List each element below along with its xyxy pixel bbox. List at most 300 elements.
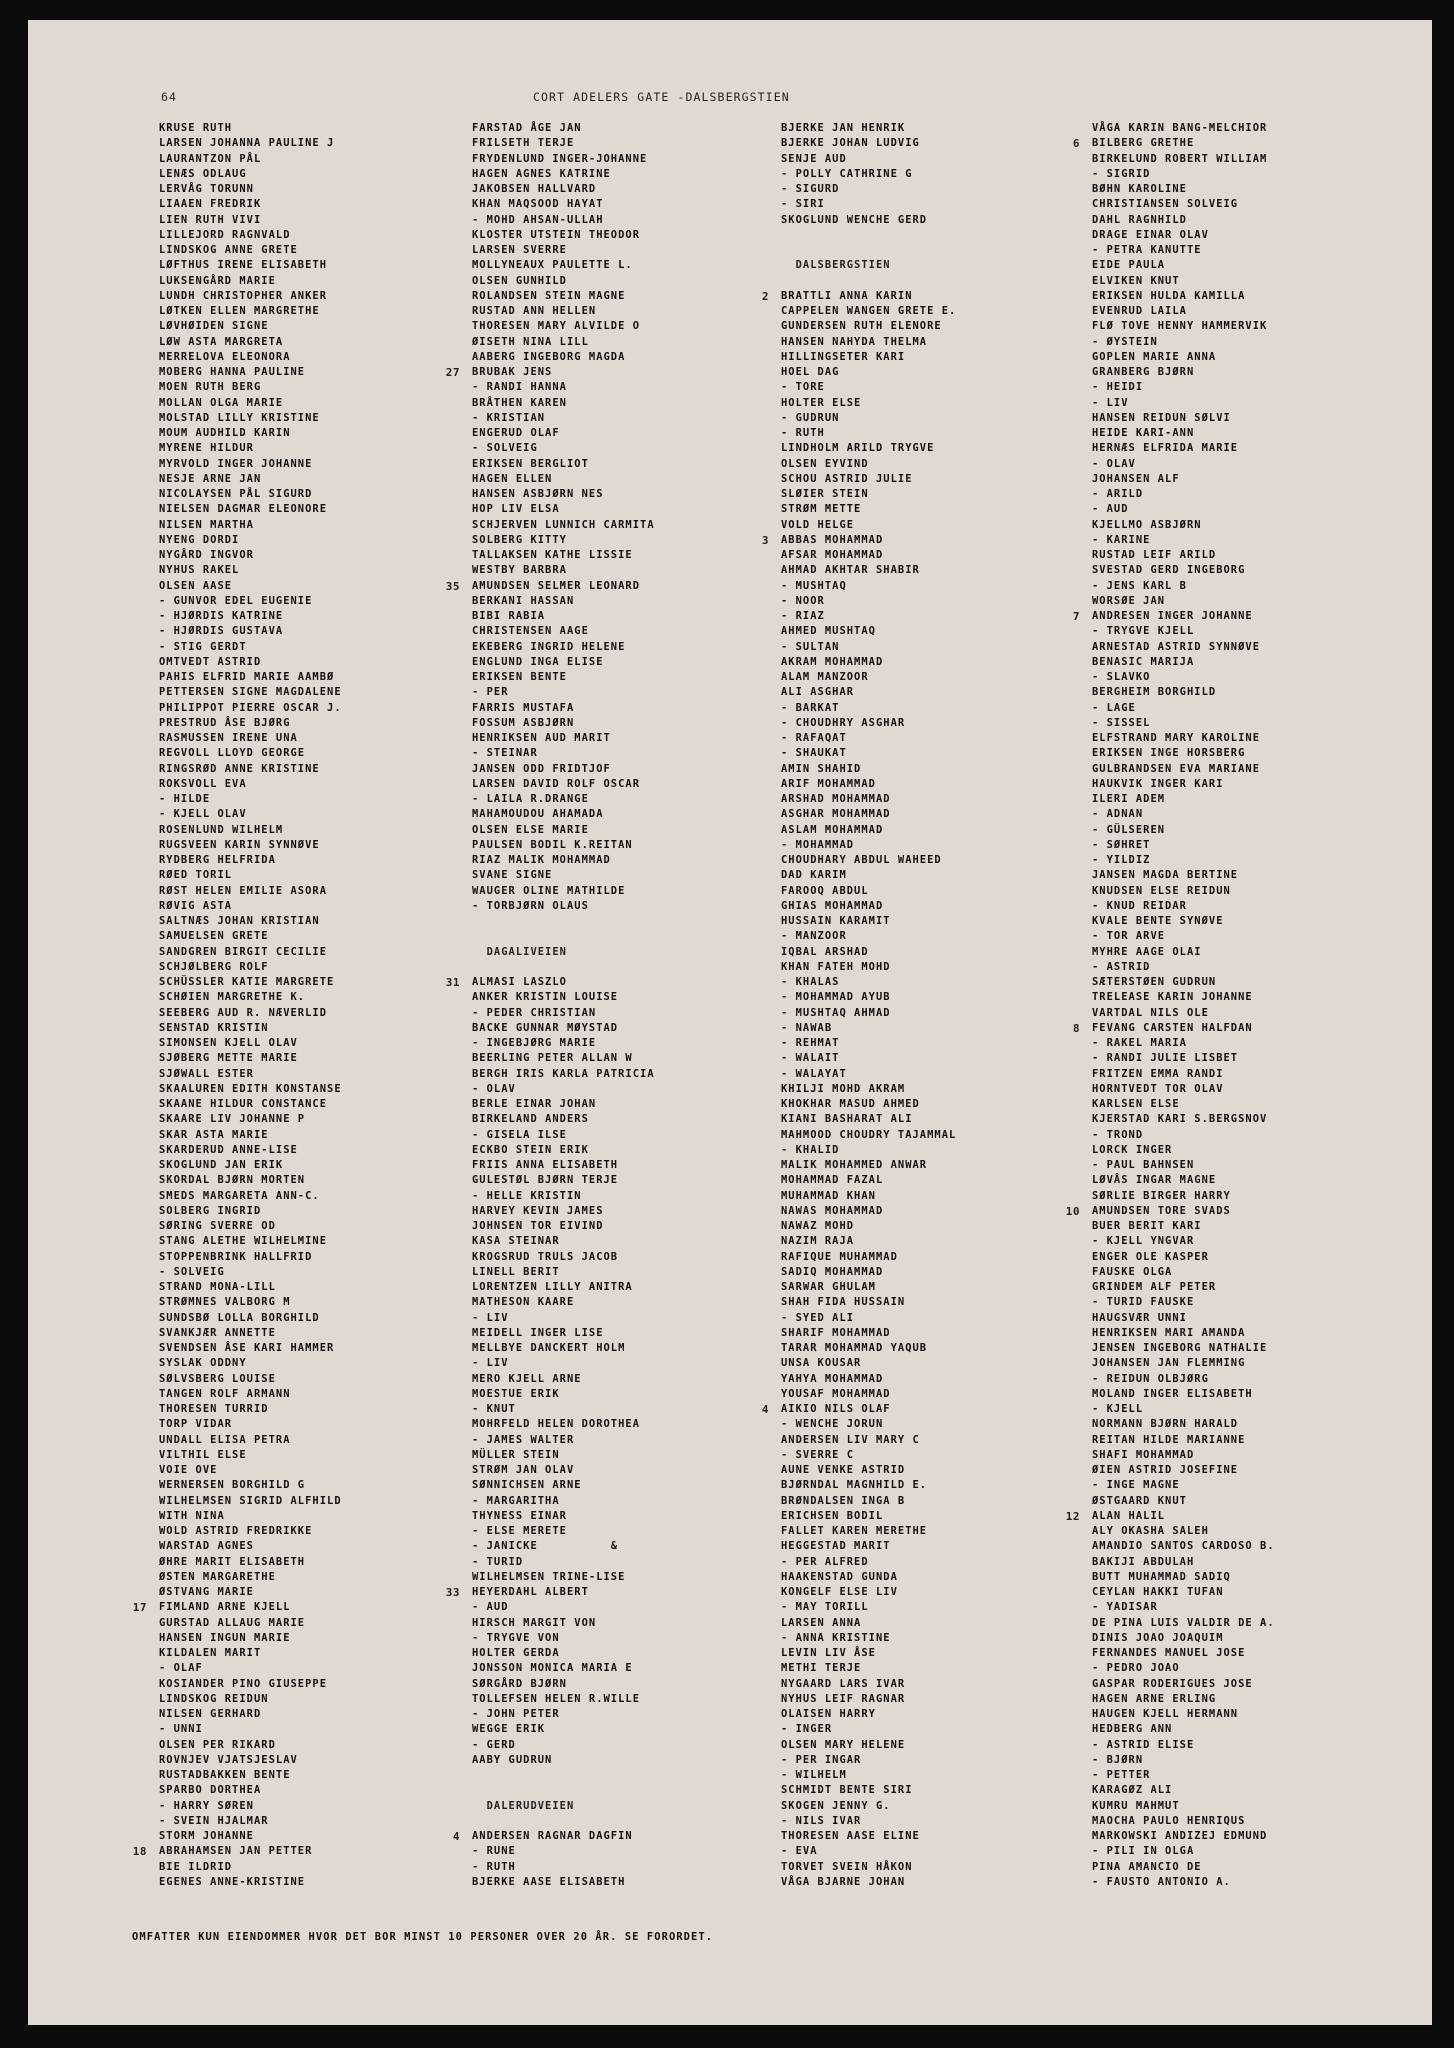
- page-header: [28, 90, 1432, 106]
- resident-name: REGVOLL LLOYD GEORGE: [159, 747, 306, 760]
- resident-name: AMUNDSEN TORE SVADS: [1092, 1204, 1231, 1217]
- resident-name: - PAUL BAHNSEN: [1092, 1159, 1195, 1171]
- resident-name: - MOHAMMAD: [781, 838, 855, 851]
- resident-name: HAUGEN KJELL HERMANN: [1092, 1708, 1239, 1720]
- resident-name: MEIDELL INGER LISE: [472, 1326, 604, 1339]
- resident-name: - MANZOOR: [781, 930, 847, 943]
- resident-name: JOHANSEN JAN FLEMMING: [1092, 1357, 1246, 1370]
- resident-name: HANSEN ASBJØRN NES: [472, 488, 604, 500]
- resident-name: LØFTHUS IRENE ELISABETH: [159, 259, 328, 272]
- resident-name: BIRKELUND ROBERT WILLIAM: [1092, 152, 1268, 165]
- resident-name: SEEBERG AUD R. NÆVERLID: [159, 1006, 328, 1019]
- resident-name: SKAALUREN EDITH KONSTANSE: [159, 1082, 342, 1095]
- resident-name: - SIRI: [781, 198, 825, 211]
- resident-name: CHRISTENSEN AAGE: [472, 625, 589, 638]
- resident-name: OMTVEDT ASTRID: [159, 655, 262, 668]
- resident-name: SCHØIEN MARGRETHE K.: [159, 991, 306, 1004]
- resident-name: - WENCHE JORUN: [781, 1418, 884, 1431]
- resident-name: PINA AMANCIO DE: [1092, 1860, 1202, 1873]
- resident-name: DAD KARIM: [781, 869, 847, 882]
- resident-name: - WALAYAT: [781, 1067, 847, 1080]
- resident-name: SKAR ASTA MARIE: [159, 1128, 269, 1141]
- resident-name: - KHALID: [781, 1143, 840, 1156]
- resident-name: KHAN MAQSOOD HAYAT: [472, 198, 604, 211]
- resident-name: BRÅTHEN KAREN: [472, 396, 567, 409]
- resident-name: RØST HELEN EMILIE ASORA: [159, 884, 328, 897]
- resident-name: ANDERSEN RAGNAR DAGFIN: [472, 1830, 633, 1842]
- resident-name: HEYERDAHL ALBERT: [472, 1586, 589, 1598]
- resident-name: OLSEN MARY HELENE: [781, 1738, 906, 1751]
- resident-name: RINGSRØD ANNE KRISTINE: [159, 762, 320, 775]
- resident-name: BERGH IRIS KARLA PATRICIA: [472, 1067, 655, 1080]
- resident-name: KONGELF ELSE LIV: [781, 1586, 898, 1598]
- resident-name: FARRIS MUSTAFA: [472, 701, 575, 714]
- resident-name: RUSTADBAKKEN BENTE: [159, 1769, 291, 1781]
- resident-name: JOHNSEN TOR EIVIND: [472, 1220, 604, 1232]
- resident-name: PAULSEN BODIL K.REITAN: [472, 838, 633, 851]
- resident-name: - GÜLSEREN: [1092, 823, 1166, 836]
- resident-name: MOLLAN OLGA MARIE: [159, 396, 284, 409]
- resident-name: WARSTAD AGNES: [159, 1540, 254, 1553]
- resident-name: - MOHD AHSAN-ULLAH: [472, 213, 604, 226]
- resident-name: ALMASI LASZLO: [472, 976, 567, 988]
- resident-name: LUNDH CHRISTOPHER ANKER: [159, 289, 328, 302]
- house-number: 4: [761, 1403, 769, 1416]
- resident-name: STOPPENBRINK HALLFRID: [159, 1250, 313, 1263]
- resident-name: SVANE SIGNE: [472, 869, 553, 882]
- resident-name: - SULTAN: [781, 640, 840, 653]
- resident-name: - POLLY CATHRINE G: [781, 167, 913, 180]
- resident-name: KROGSRUD TRULS JACOB: [472, 1250, 619, 1263]
- resident-name: MARKOWSKI ANDIZEJ EDMUND: [1092, 1830, 1268, 1842]
- resident-name: SCHJØLBERG ROLF: [159, 960, 269, 973]
- street-name: DALERUDVEIEN: [472, 1799, 575, 1812]
- resident-name: BIE ILDRID: [159, 1860, 233, 1873]
- resident-name: UNDALL ELISA PETRA: [159, 1433, 291, 1446]
- resident-name: ECKBO STEIN ERIK: [472, 1143, 589, 1156]
- resident-name: EGENES ANNE-KRISTINE: [159, 1875, 306, 1888]
- resident-name: FARSTAD ÅGE JAN: [472, 122, 582, 134]
- resident-name: - SOLVEIG: [472, 442, 538, 455]
- resident-name: SØRGÅRD BJØRN: [472, 1677, 567, 1690]
- resident-name: - MOHAMMAD AYUB: [781, 991, 891, 1004]
- resident-name: ERIKSEN BERGLIOT: [472, 457, 589, 470]
- resident-name: NILSEN MARTHA: [159, 518, 254, 531]
- resident-name: LILLEJORD RAGNVALD: [159, 228, 291, 241]
- resident-name: - KRISTIAN: [472, 411, 546, 424]
- resident-name: AMANDIO SANTOS CARDOSO B.: [1092, 1540, 1275, 1553]
- resident-name: SAMUELSEN GRETE: [159, 930, 269, 943]
- resident-name: GHIAS MOHAMMAD: [781, 899, 884, 912]
- resident-name: JAKOBSEN HALLVARD: [472, 183, 597, 195]
- resident-name: - MARGARITHA: [472, 1494, 560, 1507]
- resident-name: WESTBY BARBRA: [472, 564, 567, 577]
- resident-name: LINDSKOG REIDUN: [159, 1692, 269, 1705]
- resident-name: - ØYSTEIN: [1092, 335, 1158, 348]
- resident-name: RØED TORIL: [159, 869, 233, 882]
- resident-name: BIRKELAND ANDERS: [472, 1113, 589, 1126]
- resident-name: - ADNAN: [1092, 808, 1144, 821]
- resident-name: MAOCHA PAULO HENRIQUS: [1092, 1814, 1246, 1827]
- resident-name: AUNE VENKE ASTRID: [781, 1464, 906, 1476]
- resident-name: ØIEN ASTRID JOSEFINE: [1092, 1464, 1239, 1476]
- resident-name: ROSENLUND WILHELM: [159, 823, 284, 836]
- resident-name: RYDBERG HELFRIDA: [159, 854, 276, 866]
- resident-name: LØVHØIDEN SIGNE: [159, 320, 269, 333]
- resident-name: LENÆS ODLAUG: [159, 167, 247, 180]
- resident-name: - KJELL OLAV: [159, 808, 247, 821]
- resident-name: RAFIQUE MUHAMMAD: [781, 1250, 898, 1263]
- resident-name: TRELEASE KARIN JOHANNE: [1092, 991, 1253, 1004]
- resident-name: - ARILD: [1092, 488, 1144, 500]
- resident-name: - TORE: [781, 381, 825, 394]
- resident-name: ERICHSEN BODIL: [781, 1509, 884, 1522]
- resident-name: - TURID: [472, 1555, 524, 1568]
- resident-name: RUSTAD ANN HELLEN: [472, 305, 597, 317]
- resident-name: BJERKE JAN HENRIK: [781, 122, 906, 134]
- resident-name: SOLBERG KITTY: [472, 533, 567, 546]
- resident-name: - YADISAR: [1092, 1601, 1158, 1614]
- resident-name: - ASTRID: [1092, 960, 1151, 973]
- resident-name: HOP LIV ELSA: [472, 503, 560, 516]
- resident-name: YOUSAF MOHAMMAD: [781, 1387, 891, 1400]
- resident-name: MYHRE AAGE OLAI: [1092, 945, 1202, 958]
- resident-name: OLSEN AASE: [159, 579, 233, 592]
- resident-name: - MUSHTAQ AHMAD: [781, 1006, 891, 1019]
- resident-name: AABERG INGEBORG MAGDA: [472, 350, 626, 363]
- resident-name: - PEDRO JOAO: [1092, 1662, 1180, 1675]
- resident-name: - PER: [472, 686, 509, 699]
- resident-name: HUSSAIN KARAMIT: [781, 915, 891, 927]
- resident-name: IQBAL ARSHAD: [781, 945, 869, 958]
- resident-name: - GERD: [472, 1738, 516, 1751]
- resident-name: MOLAND INGER ELISABETH: [1092, 1387, 1253, 1400]
- resident-name: - JENS KARL B: [1092, 579, 1187, 592]
- resident-name: BRUBAK JENS: [472, 366, 553, 378]
- resident-name: STRØMNES VALBORG M: [159, 1296, 291, 1309]
- resident-name: - HEIDI: [1092, 381, 1144, 394]
- resident-name: EVENRUD LAILA: [1092, 305, 1187, 317]
- resident-name: GULBRANDSEN EVA MARIANE: [1092, 762, 1261, 775]
- resident-name: SMEDS MARGARETA ANN-C.: [159, 1189, 320, 1202]
- resident-name: HORNTVEDT TOR OLAV: [1092, 1082, 1224, 1095]
- resident-name: KUMRU MAHMUT: [1092, 1799, 1180, 1812]
- resident-name: FEVANG CARSTEN HALFDAN: [1092, 1021, 1253, 1034]
- resident-name: SALTNÆS JOHAN KRISTIAN: [159, 915, 320, 927]
- resident-name: SCHMIDT BENTE SIRI: [781, 1784, 913, 1797]
- resident-name: HAGEN AGNES KATRINE: [472, 167, 611, 180]
- resident-name: - SIGURD: [781, 183, 840, 195]
- resident-name: - MAY TORILL: [781, 1601, 869, 1614]
- resident-name: LUKSENGÅRD MARIE: [159, 274, 276, 287]
- resident-name: HIRSCH MARGIT VON: [472, 1616, 597, 1629]
- resident-name: - WALAIT: [781, 1052, 840, 1065]
- resident-name: REITAN HILDE MARIANNE: [1092, 1433, 1246, 1446]
- house-number: 18: [132, 1845, 147, 1859]
- resident-name: HANSEN REIDUN SØLVI: [1092, 411, 1231, 424]
- resident-name: MELLBYE DANCKERT HOLM: [472, 1342, 626, 1354]
- resident-name: SJØBERG METTE MARIE: [159, 1052, 298, 1065]
- resident-name: NAZIM RAJA: [781, 1235, 855, 1248]
- resident-name: WAUGER OLINE MATHILDE: [472, 884, 626, 897]
- resident-name: MÜLLER STEIN: [472, 1448, 560, 1461]
- resident-name: LINDSKOG ANNE GRETE: [159, 244, 298, 256]
- resident-name: SENSTAD KRISTIN: [159, 1021, 269, 1034]
- resident-name: WITH NINA: [159, 1509, 225, 1522]
- resident-name: OLSEN GUNHILD: [472, 274, 567, 287]
- resident-name: - WILHELM: [781, 1769, 847, 1781]
- resident-name: - KJELL YNGVAR: [1092, 1235, 1195, 1248]
- resident-name: SKAANE HILDUR CONSTANCE: [159, 1098, 328, 1110]
- resident-name: STRAND MONA-LILL: [159, 1281, 276, 1293]
- resident-name: VOIE OVE: [159, 1464, 218, 1476]
- resident-name: KASA STEINAR: [472, 1235, 560, 1248]
- resident-name: ROKSVOLL EVA: [159, 777, 247, 790]
- resident-name: - OLAV: [472, 1082, 516, 1095]
- resident-name: SYSLAK ODDNY: [159, 1357, 247, 1370]
- resident-name: BJERKE AASE ELISABETH: [472, 1875, 626, 1888]
- resident-name: KJELLMO ASBJØRN: [1092, 518, 1202, 531]
- resident-name: - SVERRE C: [781, 1448, 855, 1461]
- resident-name: - RUTH: [781, 427, 825, 439]
- resident-name: VILTHIL ELSE: [159, 1448, 247, 1461]
- resident-name: AMIN SHAHID: [781, 762, 862, 775]
- resident-name: JOHANSEN ALF: [1092, 472, 1180, 485]
- resident-name: - EVA: [781, 1845, 818, 1858]
- resident-name: BERKANI HASSAN: [472, 594, 575, 607]
- resident-name: JENSEN INGEBORG NATHALIE: [1092, 1342, 1268, 1354]
- resident-name: STRØM METTE: [781, 503, 862, 516]
- resident-name: KARLSEN ELSE: [1092, 1098, 1180, 1110]
- resident-name: JONSSON MONICA MARIA E: [472, 1662, 633, 1675]
- resident-name: ROLANDSEN STEIN MAGNE: [472, 289, 626, 302]
- resident-name: MALIK MOHAMMED ANWAR: [781, 1159, 928, 1171]
- resident-name: SVENDSEN ÅSE KARI HAMMER: [159, 1342, 335, 1354]
- resident-name: - STIG GERDT: [159, 640, 247, 653]
- resident-name: LINDHOLM ARILD TRYGVE: [781, 442, 935, 455]
- resident-name: - PEDER CHRISTIAN: [472, 1006, 597, 1019]
- resident-name: - LIV: [472, 1311, 509, 1324]
- resident-name: LØVÅS INGAR MAGNE: [1092, 1174, 1217, 1187]
- resident-name: WERNERSEN BORGHILD G: [159, 1479, 306, 1492]
- resident-name: SØLVSBERG LOUISE: [159, 1372, 276, 1385]
- resident-name: - LIV: [472, 1357, 509, 1370]
- resident-name: OLAISEN HARRY: [781, 1708, 876, 1720]
- resident-name: LAURANTZON PÅL: [159, 152, 262, 165]
- resident-name: MAHMOOD CHOUDRY TAJAMMAL: [781, 1128, 957, 1141]
- resident-name: SKOGEN JENNY G.: [781, 1799, 891, 1812]
- resident-name: MATHESON KAARE: [472, 1296, 575, 1309]
- resident-name: - ASTRID ELISE: [1092, 1738, 1195, 1751]
- resident-name: FRYDENLUND INGER-JOHANNE: [472, 152, 648, 165]
- resident-name: RUSTAD LEIF ARILD: [1092, 549, 1217, 561]
- resident-name: BACKE GUNNAR MØYSTAD: [472, 1021, 619, 1034]
- resident-name: EKEBERG INGRID HELENE: [472, 640, 626, 653]
- resident-name: ELFSTRAND MARY KAROLINE: [1092, 732, 1261, 744]
- resident-name: STORM JOHANNE: [159, 1830, 254, 1842]
- resident-name: - RUNE: [472, 1845, 516, 1858]
- page-number: 64: [161, 90, 178, 104]
- resident-name: SKOGLUND JAN ERIK: [159, 1159, 284, 1171]
- resident-name: - JANICKE &: [472, 1540, 619, 1553]
- resident-name: ANKER KRISTIN LOUISE: [472, 991, 619, 1004]
- resident-name: - RUTH: [472, 1860, 516, 1873]
- resident-name: - SLAVKO: [1092, 671, 1151, 683]
- resident-name: RASMUSSEN IRENE UNA: [159, 732, 298, 744]
- resident-name: HOLTER GERDA: [472, 1647, 560, 1659]
- resident-name: BRATTLI ANNA KARIN: [781, 289, 913, 302]
- resident-name: - SOLVEIG: [159, 1265, 225, 1278]
- resident-name: SADIQ MOHAMMAD: [781, 1265, 884, 1278]
- resident-name: - RAFAQAT: [781, 732, 847, 744]
- resident-name: NILSEN GERHARD: [159, 1708, 262, 1720]
- directory-page: [28, 20, 1432, 2025]
- page-footer-note: OMFATTER KUN EIENDOMMER HVOR DET BOR MINST 10 PERSONER OVER 20 ÅR. SE FORORDET.: [132, 1931, 714, 1943]
- resident-name: NYENG DORDI: [159, 533, 240, 546]
- resident-name: ØSTEN MARGARETHE: [159, 1570, 276, 1583]
- resident-name: - GUDRUN: [781, 411, 840, 424]
- resident-name: LØW ASTA MARGRETA: [159, 335, 284, 348]
- resident-name: WEGGE ERIK: [472, 1723, 546, 1736]
- resident-name: FRILSETH TERJE: [472, 137, 575, 150]
- resident-name: MOLSTAD LILLY KRISTINE: [159, 411, 320, 424]
- resident-name: - AUD: [1092, 503, 1129, 516]
- resident-name: TORVET SVEIN HÅKON: [781, 1860, 913, 1873]
- resident-name: KRUSE RUTH: [159, 122, 233, 134]
- house-number: 12: [1065, 1509, 1080, 1523]
- resident-name: GURSTAD ALLAUG MARIE: [159, 1616, 306, 1629]
- resident-name: - FAUSTO ANTONIO A.: [1092, 1875, 1231, 1888]
- resident-name: NAWAS MOHAMMAD: [781, 1204, 884, 1217]
- resident-name: AABY GUDRUN: [472, 1753, 553, 1766]
- resident-name: - TROND: [1092, 1128, 1144, 1141]
- resident-name: ERIKSEN HULDA KAMILLA: [1092, 289, 1246, 302]
- resident-name: - HELLE KRISTIN: [472, 1189, 582, 1202]
- resident-name: KHAN FATEH MOHD: [781, 960, 891, 973]
- resident-name: SCHOU ASTRID JULIE: [781, 472, 913, 485]
- resident-name: ARNESTAD ASTRID SYNNØVE: [1092, 640, 1261, 653]
- resident-name: HEIDE KARI-ANN: [1092, 427, 1195, 439]
- resident-name: SVESTAD GERD INGEBORG: [1092, 564, 1246, 577]
- resident-name: HAGEN ELLEN: [472, 472, 553, 485]
- resident-name: ILERI ADEM: [1092, 793, 1166, 805]
- house-number: 2: [761, 289, 769, 303]
- resident-name: DE PINA LUIS VALDIR DE A.: [1092, 1616, 1275, 1629]
- resident-name: BIBI RABIA: [472, 610, 546, 622]
- resident-name: - REIDUN OLBJØRG: [1092, 1372, 1209, 1385]
- resident-name: - BJØRN: [1092, 1753, 1144, 1766]
- resident-name: ALI ASGHAR: [781, 686, 855, 699]
- resident-name: ØSTVANG MARIE: [159, 1586, 254, 1598]
- resident-name: ØHRE MARIT ELISABETH: [159, 1555, 306, 1568]
- resident-name: BJØRNDAL MAGNHILD E.: [781, 1479, 928, 1492]
- resident-name: - GUNVOR EDEL EUGENIE: [159, 594, 313, 607]
- resident-name: DRAGE EINAR OLAV: [1092, 228, 1209, 241]
- resident-name: - LAGE: [1092, 701, 1136, 714]
- resident-name: AHMAD AKHTAR SHABIR: [781, 564, 920, 577]
- resident-name: MERO KJELL ARNE: [472, 1372, 582, 1385]
- resident-name: RØVIG ASTA: [159, 899, 233, 912]
- resident-name: MOLLYNEAUX PAULETTE L.: [472, 259, 633, 272]
- resident-name: BUER BERIT KARI: [1092, 1220, 1202, 1232]
- resident-name: - JAMES WALTER: [472, 1433, 575, 1446]
- resident-name: NICOLAYSEN PÅL SIGURD: [159, 488, 313, 500]
- resident-name: AHMED MUSHTAQ: [781, 625, 876, 638]
- resident-name: CEYLAN HAKKI TUFAN: [1092, 1586, 1224, 1598]
- resident-name: - INGEBJØRG MARIE: [472, 1037, 597, 1049]
- resident-name: FALLET KAREN MERETHE: [781, 1525, 928, 1537]
- resident-name: BERGHEIM BORGHILD: [1092, 686, 1217, 699]
- resident-name: LIAAEN FREDRIK: [159, 198, 262, 211]
- resident-name: MOBERG HANNA PAULINE: [159, 366, 306, 378]
- resident-name: HAUKVIK INGER KARI: [1092, 777, 1224, 790]
- resident-name: FRITZEN EMMA RANDI: [1092, 1067, 1224, 1080]
- resident-name: OLSEN EYVIND: [781, 457, 869, 470]
- resident-name: LARSEN ANNA: [781, 1616, 862, 1629]
- resident-name: JANSEN MAGDA BERTINE: [1092, 869, 1239, 882]
- house-number: 17: [132, 1601, 147, 1615]
- resident-name: ASLAM MOHAMMAD: [781, 823, 884, 836]
- resident-name: - SISSEL: [1092, 716, 1151, 729]
- resident-name: - INGER: [781, 1723, 833, 1736]
- house-number: 3: [761, 533, 769, 547]
- house-number: 6: [1072, 137, 1080, 151]
- resident-name: - SYED ALI: [781, 1311, 855, 1324]
- resident-name: DINIS JOAO JOAQUIM: [1092, 1631, 1224, 1644]
- resident-name: KIANI BASHARAT ALI: [781, 1113, 913, 1126]
- resident-name: PETTERSEN SIGNE MAGDALENE: [159, 686, 342, 699]
- resident-name: ALAM MANZOOR: [781, 671, 869, 683]
- resident-name: VÅGA BJARNE JOHAN: [781, 1875, 906, 1888]
- resident-name: - SIGRID: [1092, 167, 1151, 180]
- resident-name: ROVNJEV VJATSJESLAV: [159, 1753, 298, 1766]
- resident-name: SIMONSEN KJELL OLAV: [159, 1037, 298, 1049]
- resident-name: SANDGREN BIRGIT CECILIE: [159, 945, 328, 958]
- resident-name: FRIIS ANNA ELISABETH: [472, 1159, 619, 1171]
- resident-name: - MUSHTAQ: [781, 579, 847, 592]
- resident-name: FAUSKE OLGA: [1092, 1265, 1173, 1278]
- resident-name: ØISETH NINA LILL: [472, 335, 589, 348]
- resident-name: SØRING SVERRE OD: [159, 1220, 276, 1232]
- resident-name: NYGÅRD INGVOR: [159, 549, 254, 561]
- resident-name: - JOHN PETER: [472, 1708, 560, 1720]
- resident-name: BERLE EINAR JOHAN: [472, 1098, 597, 1110]
- resident-name: SVANKJÆR ANNETTE: [159, 1326, 276, 1339]
- resident-name: MOESTUE ERIK: [472, 1387, 560, 1400]
- resident-name: - ELSE MERETE: [472, 1525, 567, 1537]
- resident-name: ALAN HALIL: [1092, 1509, 1166, 1522]
- resident-name: VARTDAL NILS OLE: [1092, 1006, 1209, 1019]
- resident-name: SHAFI MOHAMMAD: [1092, 1448, 1195, 1461]
- resident-name: THORESEN TURRID: [159, 1403, 269, 1415]
- resident-name: EIDE PAULA: [1092, 259, 1166, 272]
- resident-name: - TRYGVE VON: [472, 1631, 560, 1644]
- resident-name: - RIAZ: [781, 610, 825, 622]
- resident-name: SØRLIE BIRGER HARRY: [1092, 1189, 1231, 1202]
- resident-name: - UNNI: [159, 1723, 203, 1736]
- resident-name: ERIKSEN BENTE: [472, 671, 567, 683]
- resident-name: AIKIO NILS OLAF: [781, 1403, 891, 1415]
- resident-name: SHAH FIDA HUSSAIN: [781, 1296, 906, 1309]
- resident-name: ENGER OLE KASPER: [1092, 1250, 1209, 1263]
- resident-name: - YILDIZ: [1092, 854, 1151, 866]
- resident-name: - KJELL: [1092, 1403, 1144, 1415]
- resident-name: ARSHAD MOHAMMAD: [781, 793, 891, 805]
- resident-name: TANGEN ROLF ARMANN: [159, 1387, 291, 1400]
- resident-name: HEDBERG ANN: [1092, 1723, 1173, 1736]
- house-number: 8: [1072, 1021, 1080, 1035]
- resident-name: STANG ALETHE WILHELMINE: [159, 1235, 328, 1248]
